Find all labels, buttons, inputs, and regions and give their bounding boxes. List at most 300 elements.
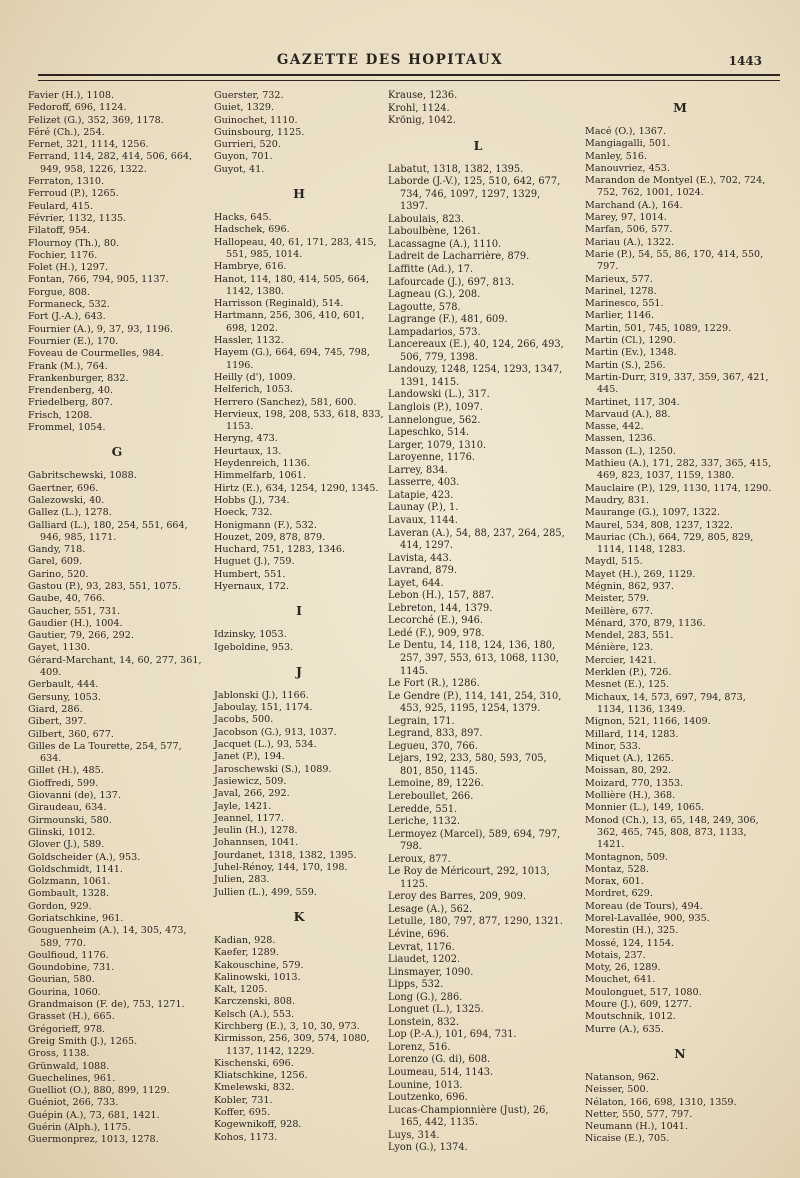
index-entry: Glinski, 1012.	[28, 826, 96, 838]
index-entry: Hayem (G.), 664, 694, 745, 798, 1196.	[214, 347, 370, 371]
index-entry: Goriatschkine, 961.	[28, 913, 124, 924]
index-entry: Marfan, 506, 577.	[585, 224, 673, 236]
index-entry: Jayle, 1421.	[214, 800, 272, 812]
index-entry: Mégnin, 862, 937.	[585, 580, 674, 592]
index-entry: Gallez (L.), 1278.	[28, 507, 112, 519]
index-entry: Lavaux, 1144.	[388, 514, 458, 526]
index-entry: Marinel, 1278.	[585, 285, 657, 297]
index-entry: Letulle, 180, 797, 877, 1290, 1321.	[388, 916, 563, 928]
index-column-3	[388, 90, 568, 1155]
index-column-1	[28, 90, 206, 1147]
index-entry: Fochier, 1176.	[28, 249, 98, 261]
index-entry: Lapeschko, 514.	[388, 427, 470, 439]
index-entry: Lacassagne (A.), 1110.	[388, 238, 502, 250]
index-entry: Le Gendre (P.), 114, 141, 254, 310, 453, 925, 1195, 1254, 1379.	[388, 690, 562, 715]
index-entry: Landouzy, 1248, 1254, 1293, 1347, 1391, 1415.	[388, 364, 563, 388]
index-entry: Le Fort (R.), 1286.	[388, 678, 480, 690]
index-entry: Motais, 237.	[585, 949, 646, 961]
index-entry: Mayet (H.), 269, 1129.	[585, 568, 696, 580]
index-entry: Mangiagalli, 501.	[585, 138, 671, 150]
index-entry: Janet (P.), 194.	[214, 751, 285, 763]
index-entry: Helferich, 1053.	[214, 384, 294, 396]
index-entry: Kirmisson, 256, 309, 574, 1080, 1137, 1142, 1229.	[214, 1033, 370, 1057]
index-entry: Goldschmidt, 1141.	[28, 863, 123, 875]
index-entry: Jacquet (L.), 93, 534.	[214, 739, 317, 751]
index-entry: Gerbault, 444.	[28, 679, 99, 691]
index-entry: Monnier (L.), 149, 1065.	[585, 802, 705, 814]
index-entry: Michaux, 14, 573, 697, 794, 873, 1134, 1136, 1349.	[585, 691, 746, 715]
index-entry: Guépin (A.), 73, 681, 1421.	[28, 1109, 160, 1121]
index-entry: Ferrand, 114, 282, 414, 506, 664, 949, 958, 1226, 1322.	[28, 151, 193, 175]
section-letter: N	[674, 1045, 686, 1061]
index-entry: Kohos, 1173.	[214, 1131, 278, 1143]
index-entry: Gross, 1138.	[28, 1048, 90, 1060]
index-entry: Leroux, 877.	[388, 853, 451, 865]
index-entry: Masson (L.), 1250.	[585, 445, 676, 457]
index-entry: Maudry, 831.	[585, 494, 650, 506]
section-letter: M	[673, 100, 687, 115]
index-entry: Guechelines, 961.	[28, 1072, 116, 1084]
index-entry: Laveran (A.), 54, 88, 237, 264, 285, 414, 1297.	[388, 527, 565, 552]
journal-title: GAZETTE DES HOPITAUX	[276, 52, 504, 68]
index-entry: Grünwald, 1088.	[28, 1060, 110, 1072]
index-entry: Giraudeau, 634.	[28, 802, 107, 814]
index-entry: Garino, 520.	[28, 568, 89, 580]
index-entry: Lorenz, 516.	[388, 1041, 451, 1053]
index-entry: Netter, 550, 577, 797.	[585, 1108, 693, 1120]
index-entry: Moutschnik, 1012.	[585, 1011, 676, 1023]
index-entry: Lereboullet, 266.	[388, 790, 474, 802]
index-entry: Larger, 1079, 1310.	[388, 439, 487, 451]
index-entry: Gombault, 1328.	[28, 888, 110, 900]
index-entry: Jaboulay, 151, 1174.	[214, 702, 313, 714]
index-entry: Lavrand, 879.	[388, 565, 458, 577]
index-entry: Kobler, 731.	[214, 1094, 273, 1106]
index-entry: Lipps, 532.	[388, 979, 444, 991]
page-number: 1443	[728, 54, 762, 68]
index-entry: Kirchberg (E.), 3, 10, 30, 973.	[214, 1021, 360, 1032]
index-entry: Millard, 114, 1283.	[585, 728, 679, 740]
index-entry: Ferroud (P.), 1265.	[28, 188, 119, 200]
index-entry: Meister, 579.	[585, 593, 650, 605]
index-entry: Minor, 533.	[585, 740, 641, 752]
index-entry: Lebon (H.), 157, 887.	[388, 590, 495, 602]
index-entry: Marieux, 577.	[585, 273, 653, 285]
index-entry: Moreau (de Tours), 494.	[585, 900, 703, 912]
index-entry: Merklen (P.), 726.	[585, 667, 672, 679]
index-entry: Loumeau, 514, 1143.	[388, 1067, 494, 1079]
index-entry: Nélaton, 166, 698, 1310, 1359.	[585, 1096, 737, 1108]
index-entry: Lorenzo (G. di), 608.	[388, 1054, 491, 1066]
index-entry: Gilles de La Tourette, 254, 577, 634.	[28, 740, 182, 765]
index-entry: Grégorieff, 978.	[28, 1023, 106, 1035]
index-entry: Hirtz (E.), 634, 1254, 1290, 1345.	[214, 482, 379, 494]
index-entry: Lafourcade (J.), 697, 813.	[388, 276, 515, 288]
index-entry: Giard, 286.	[28, 703, 83, 715]
index-entry: Karczenski, 808.	[214, 996, 296, 1008]
index-entry: Hoeck, 732.	[214, 507, 273, 519]
index-entry: Kmelewski, 832.	[214, 1082, 295, 1094]
index-entry: Mignon, 521, 1166, 1409.	[585, 716, 711, 728]
index-entry: Mollière (H.), 368.	[585, 790, 676, 802]
index-entry: Gioffredi, 599.	[28, 777, 99, 789]
index-entry: Lesage (A.), 562.	[388, 903, 473, 915]
index-entry: Leredde, 551.	[388, 803, 458, 815]
index-entry: Giovanni (de), 137.	[28, 790, 121, 802]
index-entry: Moissan, 80, 292.	[585, 765, 672, 777]
index-entry: Marandon de Montyel (E.), 702, 724, 752, 762, 1001, 1024.	[585, 175, 766, 199]
index-entry: Hervieux, 198, 208, 533, 618, 833, 1153.	[214, 408, 384, 433]
index-entry: Moty, 26, 1289.	[585, 962, 661, 974]
index-entry: Lancereaux (E.), 40, 124, 266, 493, 506, 779, 1398.	[388, 339, 564, 363]
index-entry: Julien, 283.	[214, 874, 270, 886]
index-entry: Ménière, 123.	[585, 642, 654, 654]
index-entry: Galliard (L.), 180, 254, 551, 664, 946, 985, 1171.	[28, 519, 188, 543]
header-rule-thin	[38, 80, 780, 81]
index-entry: Goulfioud, 1176.	[28, 949, 109, 961]
index-entry: Hambrye, 616.	[214, 261, 287, 273]
index-entry: Idzinsky, 1053.	[214, 629, 287, 641]
index-entry: Fournier (E.), 170.	[28, 335, 119, 347]
index-entry: Ladreit de Lacharrière, 879.	[388, 251, 530, 263]
index-entry: Hallopeau, 40, 61, 171, 283, 415, 551, 985, 1014.	[214, 236, 377, 260]
index-entry: Gurrieri, 520.	[214, 139, 281, 151]
index-entry: Landowski (L.), 317.	[388, 389, 490, 401]
index-entry: Igeboldine, 953.	[214, 641, 294, 653]
index-entry: Lemoine, 89, 1226.	[388, 778, 484, 790]
index-entry: Gaucher, 551, 731.	[28, 605, 121, 617]
index-entry: Favier (H.), 1108.	[28, 90, 114, 101]
index-entry: Lebreton, 144, 1379.	[388, 602, 493, 614]
index-entry: Gilbert, 360, 677.	[28, 728, 114, 740]
index-entry: Martin (S.), 256.	[585, 359, 666, 371]
index-entry: Kakouschine, 579.	[214, 959, 304, 971]
index-entry: Langlois (P.), 1097.	[388, 402, 483, 414]
index-entry: Manouvriez, 453.	[585, 162, 670, 174]
index-entry: Laboulbène, 1261.	[388, 226, 481, 238]
index-entry: Masse, 442.	[585, 421, 644, 433]
index-entry: Massen, 1236.	[585, 433, 656, 445]
index-entry: Huchard, 751, 1283, 1346.	[214, 544, 346, 556]
index-entry: Frisch, 1208.	[28, 409, 93, 421]
index-entry: Guinsbourg, 1125.	[214, 126, 305, 138]
index-entry: Laborde (J.-V.), 125, 510, 642, 677, 734, 746, 1097, 1297, 1329, 1397.	[388, 176, 561, 213]
index-entry: Liaudet, 1202.	[388, 954, 461, 966]
index-entry: Jourdanet, 1318, 1382, 1395.	[214, 849, 357, 861]
index-entry: Gaube, 40, 766.	[28, 593, 106, 605]
index-entry: Gaudier (H.), 1004.	[28, 617, 123, 629]
index-entry: Moizard, 770, 1353.	[585, 777, 684, 789]
index-entry: Galezowski, 40.	[28, 494, 105, 506]
index-entry: Golzmann, 1061.	[28, 876, 111, 888]
index-entry: Féré (Ch.), 254.	[28, 126, 105, 138]
index-column-2	[214, 90, 384, 1144]
index-entry: Guerster, 732.	[214, 90, 284, 101]
index-entry: Macé (O.), 1367.	[585, 126, 667, 137]
index-entry: Heryng, 473.	[214, 433, 278, 445]
index-entry: Humbert, 551.	[214, 568, 286, 580]
index-entry: Maydl, 515.	[585, 556, 643, 568]
section-letter: G	[111, 444, 123, 460]
index-entry: Gouguenheim (A.), 14, 305, 473, 589, 770.	[28, 925, 187, 949]
index-entry: Hanot, 114, 180, 414, 505, 664, 1142, 1380.	[214, 273, 369, 297]
index-entry: Leroy des Barres, 209, 909.	[388, 891, 526, 903]
index-entry: Girmounski, 580.	[28, 814, 112, 826]
section-letter: I	[296, 603, 302, 619]
index-entry: Nicaise (E.), 705.	[585, 1133, 670, 1145]
index-entry: Lagoutte, 578.	[388, 301, 461, 313]
index-entry: Martin (Cl.), 1290.	[585, 335, 676, 347]
index-entry: Mariau (A.), 1322.	[585, 236, 675, 248]
index-entry: Garel, 609.	[28, 556, 83, 568]
index-entry: Martinet, 117, 304.	[585, 396, 680, 408]
index-entry: Jacobson (G.), 913, 1037.	[214, 726, 337, 738]
index-entry: Lannelongue, 562.	[388, 414, 481, 426]
index-entry: Hobbs (J.), 734.	[214, 494, 290, 506]
index-entry: Kadian, 928.	[214, 934, 276, 946]
index-entry: Fontan, 766, 794, 905, 1137.	[28, 274, 169, 286]
index-entry: Forgue, 808.	[28, 286, 90, 298]
index-entry: Mouchet, 641.	[585, 974, 656, 986]
index-entry: Jacobs, 500.	[214, 714, 274, 726]
index-entry: Gaertner, 696.	[28, 482, 99, 494]
index-entry: Lyon (G.), 1374.	[388, 1142, 468, 1154]
index-entry: Monod (Ch.), 13, 65, 148, 249, 306, 362, 465, 745, 808, 873, 1133, 1421.	[585, 814, 759, 851]
index-entry: Marie (P.), 54, 55, 86, 170, 414, 550, 797.	[585, 248, 764, 273]
index-entry: Kliatschkine, 1256.	[214, 1070, 308, 1082]
index-entry: Miquet (A.), 1265.	[585, 753, 674, 765]
index-entry: Guelliot (O.), 880, 899, 1129.	[28, 1085, 170, 1097]
index-entry: Luys, 314.	[388, 1129, 440, 1141]
index-entry: Lampadarios, 573.	[388, 326, 481, 338]
index-entry: Lagneau (G.), 208.	[388, 289, 481, 301]
index-entry: Marinesco, 551.	[585, 298, 664, 310]
index-entry: Fernet, 321, 1114, 1256.	[28, 139, 149, 151]
index-entry: Gabritschewski, 1088.	[28, 470, 137, 482]
index-entry: Harrisson (Reginald), 514.	[214, 298, 344, 310]
index-entry: Krohl, 1124.	[388, 102, 450, 114]
index-entry: Kaefer, 1289.	[214, 947, 279, 959]
index-entry: Maurel, 534, 808, 1237, 1322.	[585, 519, 733, 531]
page-header	[0, 52, 800, 76]
index-entry: Meillère, 677.	[585, 605, 654, 617]
index-entry: Gordon, 929.	[28, 900, 92, 912]
index-entry: Juhel-Rénoy, 144, 170, 198.	[214, 862, 348, 874]
index-entry: Johannsen, 1041.	[214, 837, 299, 849]
index-entry: Filatoff, 954.	[28, 225, 91, 237]
index-entry: Long (G.), 286.	[388, 991, 463, 1003]
index-entry: Legrand, 833, 897.	[388, 728, 483, 740]
index-entry: Mauclaire (P.), 129, 1130, 1174, 1290.	[585, 482, 772, 494]
index-entry: Lonstein, 832.	[388, 1016, 459, 1028]
index-entry: Jeannel, 1177.	[214, 812, 284, 824]
index-entry: Houzet, 209, 878, 879.	[214, 531, 326, 543]
index-entry: Laffitte (Ad.), 17.	[388, 264, 474, 276]
index-entry: Larrey, 834.	[388, 464, 448, 476]
index-entry: Lermoyez (Marcel), 589, 694, 797, 798.	[388, 828, 561, 853]
index-entry: Gautier, 79, 266, 292.	[28, 630, 134, 642]
index-entry: Lavista, 443.	[388, 552, 452, 564]
index-entry: Lounine, 1013.	[388, 1079, 463, 1091]
index-entry: Foveau de Courmelles, 984.	[28, 348, 164, 360]
index-entry: Feulard, 415.	[28, 200, 93, 212]
index-entry: Javal, 266, 292.	[214, 788, 290, 800]
index-entry: Frommel, 1054.	[28, 422, 106, 434]
index-entry: Kalt, 1205.	[214, 984, 268, 996]
index-entry: Latapie, 423.	[388, 489, 454, 501]
index-entry: Mathieu (A.), 171, 282, 337, 365, 415, 469, 823, 1037, 1159, 1380.	[585, 458, 772, 482]
index-entry: Grasset (H.), 665.	[28, 1011, 115, 1023]
section-letter: H	[293, 186, 305, 202]
index-entry: Frendenberg, 40.	[28, 385, 113, 397]
index-entry: Natanson, 962.	[585, 1071, 660, 1083]
index-entry: Morestin (H.), 325.	[585, 925, 679, 937]
index-entry: Layet, 644.	[388, 577, 444, 589]
index-entry: Hassler, 1132.	[214, 335, 284, 347]
index-entry: Mossé, 124, 1154.	[585, 937, 675, 949]
index-entry: Montaz, 528.	[585, 863, 649, 875]
index-entry: Friedelberg, 807.	[28, 397, 113, 409]
index-entry: Launay (P.), 1.	[388, 502, 459, 514]
index-entry: Frank (M.), 764.	[28, 360, 108, 372]
index-entry: Lasserre, 403.	[388, 477, 460, 489]
index-entry: Martin (Ev.), 1348.	[585, 347, 677, 359]
index-entry: Heurtaux, 13.	[214, 445, 282, 457]
index-entry: Himmelfarb, 1061.	[214, 470, 306, 482]
index-entry: Lecorché (E.), 946.	[388, 615, 484, 627]
index-entry: Neumann (H.), 1041.	[585, 1121, 688, 1133]
index-entry: Février, 1132, 1135.	[28, 212, 127, 224]
index-entry: Ménard, 370, 879, 1136.	[585, 617, 706, 629]
index-entry: Kogewnikoff, 928.	[214, 1119, 302, 1131]
index-entry: Gillet (H.), 485.	[28, 765, 104, 777]
index-entry: Frankenburger, 832.	[28, 372, 129, 384]
index-entry: Felizet (G.), 352, 369, 1178.	[28, 114, 164, 126]
index-entry: Fournier (A.), 9, 37, 93, 1196.	[28, 323, 174, 335]
index-entry: Koffer, 695.	[214, 1107, 271, 1119]
section-letter: J	[296, 663, 302, 679]
index-entry: Morel-Lavallée, 900, 935.	[585, 913, 710, 924]
index-entry: Glover (J.), 589.	[28, 839, 105, 851]
index-entry: Laroyenne, 1176.	[388, 452, 475, 464]
index-entry: Gersuny, 1053.	[28, 691, 101, 703]
index-entry: Lejars, 192, 233, 580, 593, 705, 801, 850, 1145.	[388, 753, 547, 777]
index-entry: Lucas-Championnière (Just), 26, 165, 442, 1135.	[388, 1104, 549, 1129]
header-rule-thick	[38, 74, 780, 76]
index-entry: Manley, 516.	[585, 150, 648, 162]
index-entry: Legueu, 370, 766.	[388, 740, 478, 752]
section-letter: L	[473, 137, 483, 153]
index-entry: Gérard-Marchant, 14, 60, 277, 361, 409.	[28, 654, 202, 679]
index-entry: Fort (J.-A.), 643.	[28, 311, 106, 323]
section-letter: K	[293, 908, 305, 924]
index-entry: Honigmann (F.), 532.	[214, 519, 317, 531]
index-entry: Heilly (d'), 1009.	[214, 371, 296, 383]
index-entry: Gibert, 397.	[28, 716, 87, 728]
index-entry: Greig Smith (J.), 1265.	[28, 1035, 138, 1047]
index-entry: Maurange (G.), 1097, 1322.	[585, 507, 721, 519]
index-entry: Mauriac (Ch.), 664, 729, 805, 829, 1114, 1148, 1283.	[585, 531, 754, 556]
index-entry: Neisser, 500.	[585, 1084, 649, 1096]
index-entry: Gourina, 1060.	[28, 986, 101, 998]
index-entry: Le Roy de Méricourt, 292, 1013, 1125.	[388, 866, 550, 890]
index-entry: Gastou (P.), 93, 283, 551, 1075.	[28, 580, 181, 592]
index-entry: Gourian, 580.	[28, 974, 95, 986]
index-entry: Mordret, 629.	[585, 888, 653, 900]
index-entry: Ledé (F.), 909, 978.	[388, 627, 485, 639]
index-entry: Goldscheider (A.), 953.	[28, 851, 141, 863]
index-entry: Longuet (L.), 1325.	[388, 1004, 484, 1016]
index-entry: Moure (J.), 609, 1277.	[585, 999, 692, 1011]
index-entry: Marchand (A.), 164.	[585, 199, 683, 211]
index-entry: Jaroschewski (S.), 1089.	[214, 763, 332, 775]
index-entry: Lévine, 696.	[388, 929, 450, 940]
index-entry: Murre (A.), 635.	[585, 1023, 664, 1035]
index-entry: Gayet, 1130.	[28, 642, 90, 654]
index-entry: Jullien (L.), 499, 559.	[214, 886, 317, 898]
index-entry: Mesnet (E.), 125.	[585, 679, 670, 691]
index-entry: Legrain, 171.	[388, 715, 455, 727]
index-entry: Marey, 97, 1014.	[585, 212, 667, 224]
index-entry: Levrat, 1176.	[388, 941, 455, 953]
index-entry: Kischenski, 696.	[214, 1057, 294, 1069]
index-entry: Flournoy (Th.), 80.	[28, 237, 120, 249]
index-entry: Jasiewicz, 509.	[214, 775, 287, 787]
index-entry: Moulonguet, 517, 1080.	[585, 986, 702, 998]
index-entry: Martin, 501, 745, 1089, 1229.	[585, 322, 732, 334]
index-entry: Labatut, 1318, 1382, 1395.	[388, 163, 524, 175]
index-entry: Guermonprez, 1013, 1278.	[28, 1134, 159, 1146]
index-entry: Leriche, 1132.	[388, 816, 460, 828]
index-entry: Ferraton, 1310.	[28, 176, 105, 188]
index-entry: Hartmann, 256, 306, 410, 601, 698, 1202.	[214, 310, 365, 334]
index-entry: Hacks, 645.	[214, 212, 272, 224]
index-entry: Krönig, 1042.	[388, 115, 456, 127]
index-entry: Grandmaison (F. de), 753, 1271.	[28, 999, 185, 1011]
index-entry: Krause, 1236.	[388, 90, 458, 101]
index-entry: Guyot, 41.	[214, 163, 265, 175]
index-entry: Linsmayer, 1090.	[388, 966, 474, 978]
index-entry: Kalinowski, 1013.	[214, 971, 301, 983]
index-entry: Jeulin (H.), 1278.	[214, 825, 298, 837]
index-entry: Mendel, 283, 551.	[585, 630, 674, 642]
index-entry: Montagnon, 509.	[585, 851, 669, 863]
index-entry: Jablonski (J.), 1166.	[214, 689, 309, 701]
index-entry: Hadschek, 696.	[214, 224, 290, 236]
index-entry: Martin-Durr, 319, 337, 359, 367, 421, 445.	[585, 371, 769, 396]
index-entry: Heydenreich, 1136.	[214, 458, 310, 470]
index-entry: Mercier, 1421.	[585, 654, 657, 666]
index-entry: Fedoroff, 696, 1124.	[28, 102, 127, 114]
index-entry: Formaneck, 532.	[28, 299, 110, 311]
index-entry: Guiet, 1329.	[214, 102, 275, 114]
index-entry: Huguet (J.), 759.	[214, 556, 295, 568]
index-entry: Le Dentu, 14, 118, 124, 136, 180, 257, 397, 553, 613, 1068, 1130, 1145.	[388, 640, 559, 677]
index-entry: Guéniot, 266, 733.	[28, 1097, 119, 1109]
index-entry: Goundobine, 731.	[28, 962, 115, 974]
index-entry: Loutzenko, 696.	[388, 1092, 468, 1104]
index-column-4	[585, 90, 775, 1146]
index-entry: Lop (P.-A.), 101, 694, 731.	[388, 1029, 517, 1041]
index-entry: Guyon, 701.	[214, 151, 273, 163]
index-entry: Kelsch (A.), 553.	[214, 1008, 295, 1020]
index-entry: Guérin (Alph.), 1175.	[28, 1122, 131, 1134]
index-entry: Marvaud (A.), 88.	[585, 408, 671, 420]
index-entry: Hyernaux, 172.	[214, 580, 289, 592]
index-entry: Gandy, 718.	[28, 544, 86, 556]
index-entry: Guinochet, 1110.	[214, 114, 298, 126]
index-entry: Folet (H.), 1297.	[28, 262, 109, 274]
